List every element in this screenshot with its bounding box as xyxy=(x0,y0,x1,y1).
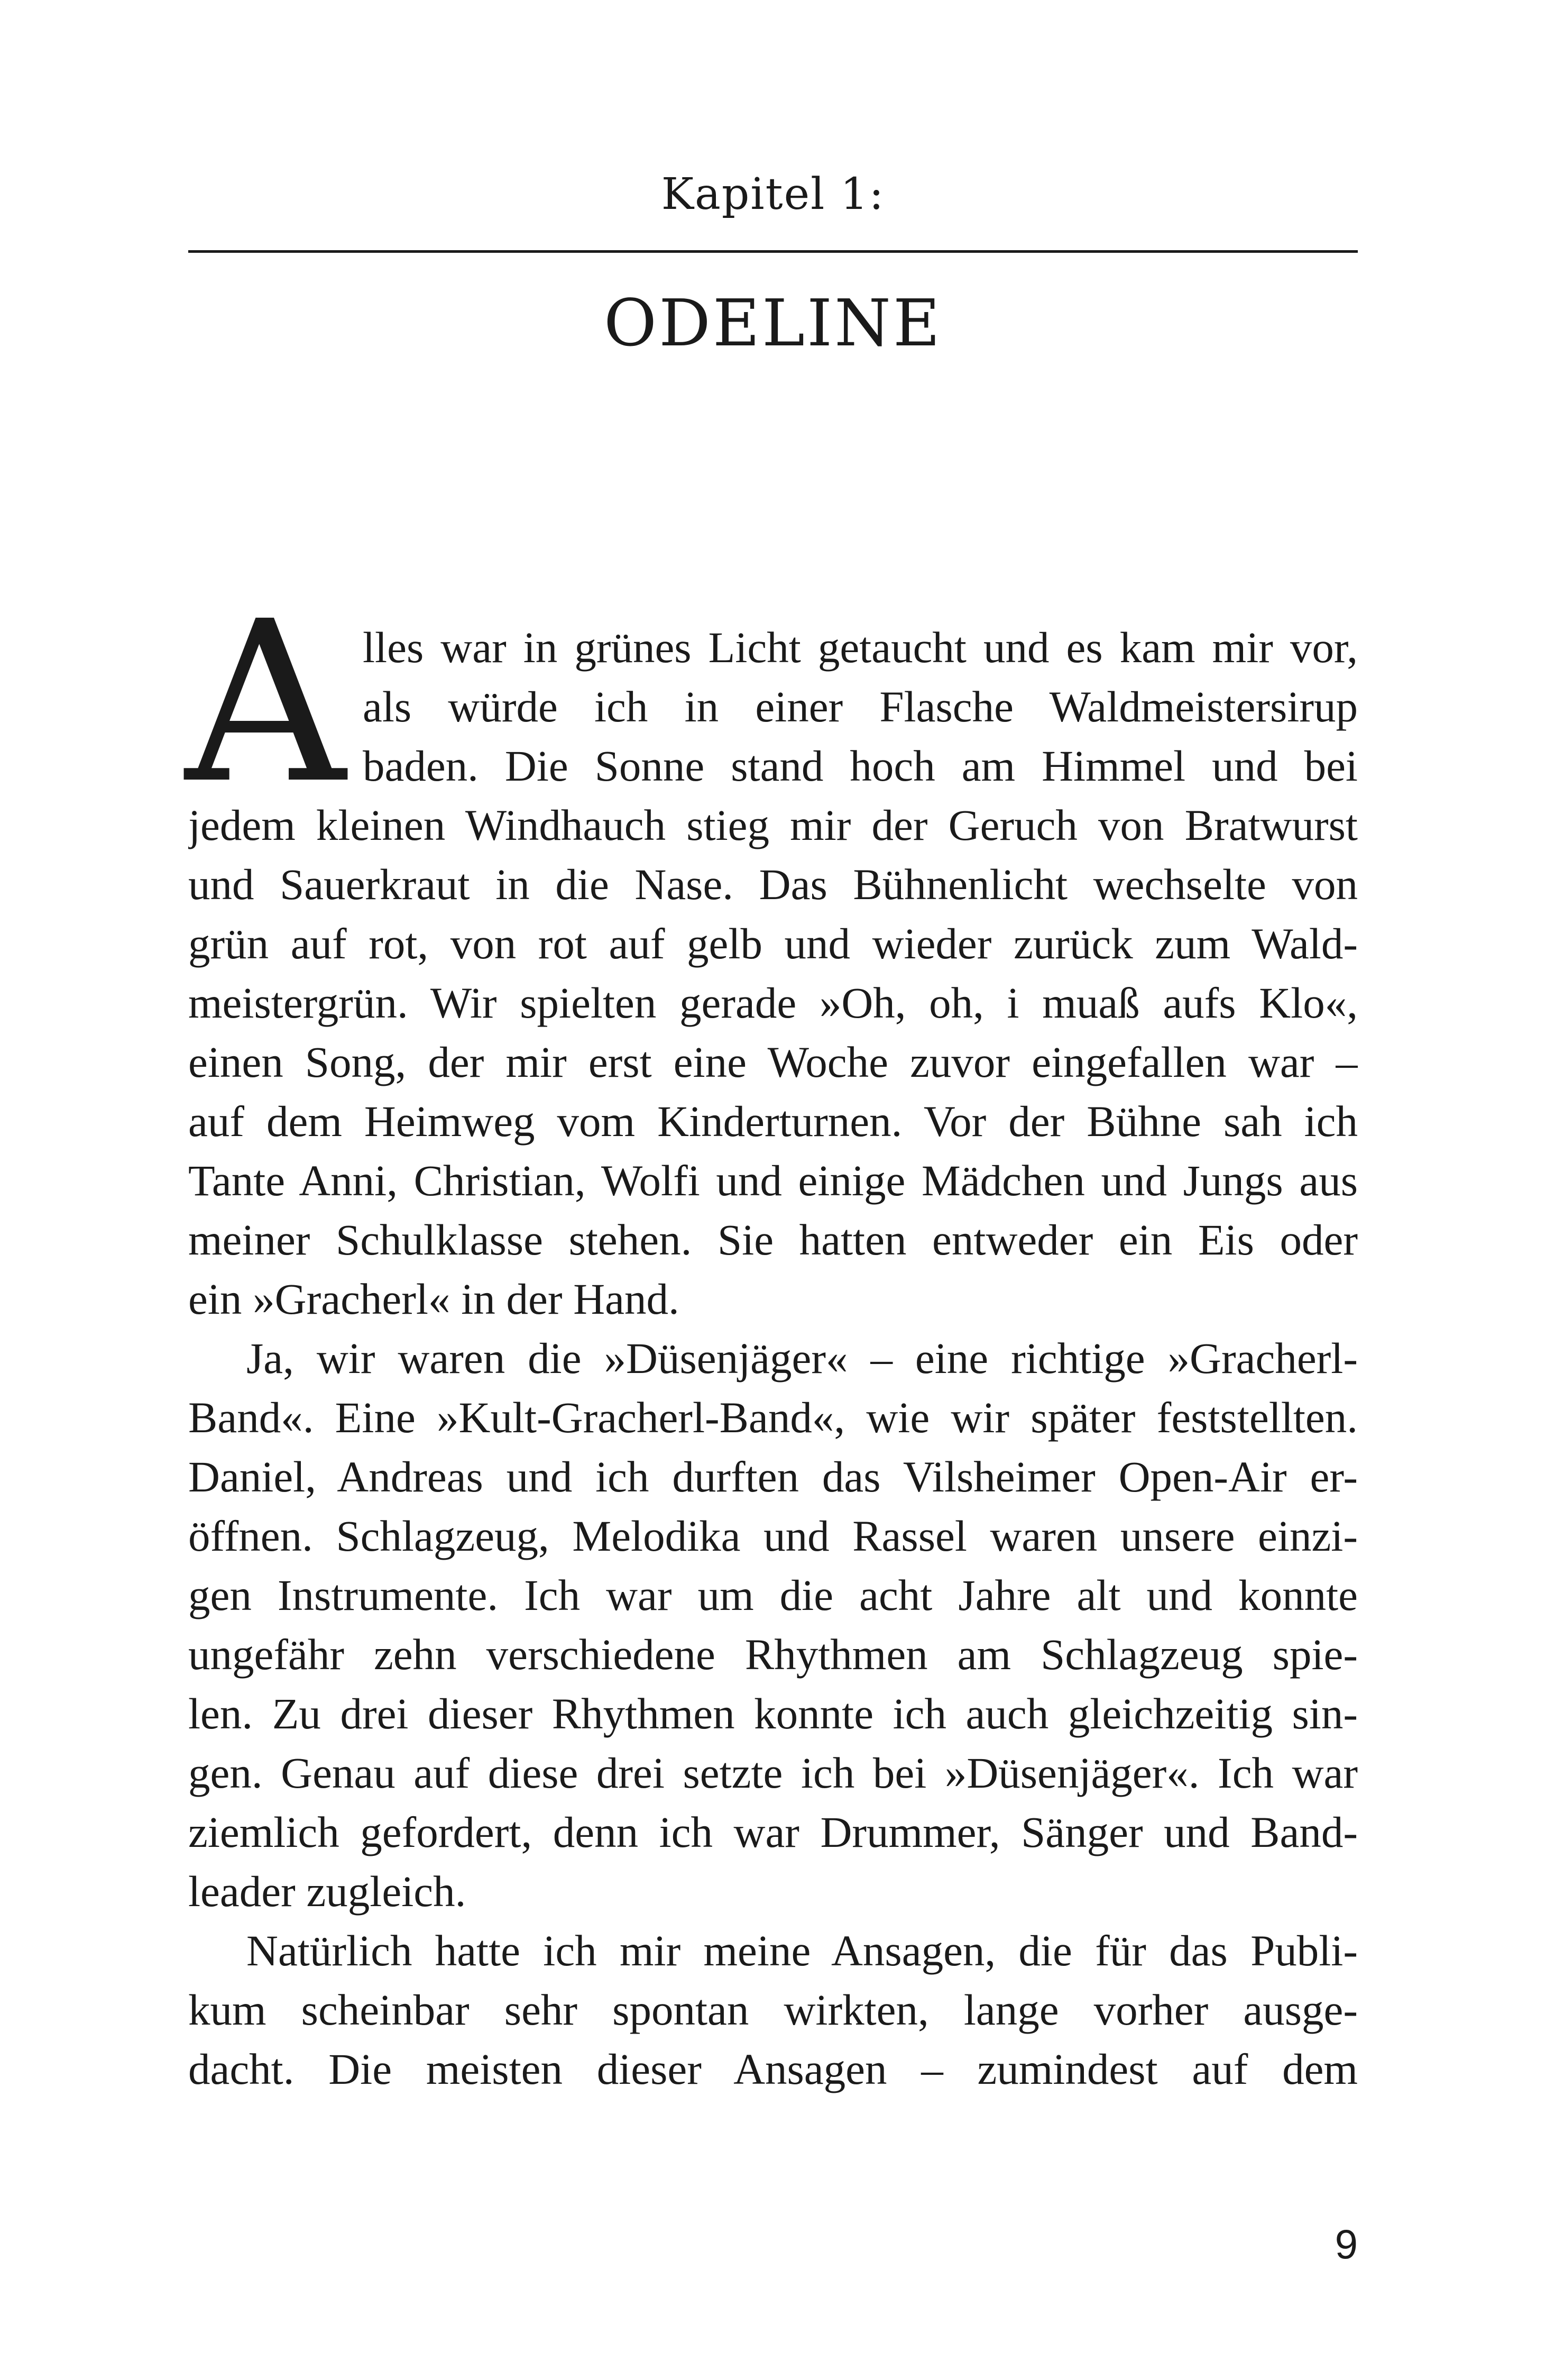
text-line: meistergrün. Wir spielten gerade »Oh, oh, i muaß aufs Klo«, xyxy=(188,978,1358,1027)
text-line: kum scheinbar sehr spontan wirkten, lange vorher ausge- xyxy=(188,1985,1358,2034)
text-line: Natürlich hatte ich mir meine Ansagen, die für das Publi- xyxy=(246,1926,1358,1975)
text-line: grün auf rot, von rot auf gelb und wieder zurück zum Wald- xyxy=(188,919,1358,968)
text-line: jedem kleinen Windhauch stieg mir der Geruch von Bratwurst xyxy=(188,801,1358,849)
text-line: Daniel, Andreas und ich durften das Vilsheimer Open-Air er- xyxy=(188,1452,1358,1501)
text-line: auf dem Heimweg vom Kinderturnen. Vor der Bühne sah ich xyxy=(188,1097,1358,1146)
drop-cap: A xyxy=(185,574,346,832)
text-line: ungefähr zehn verschiedene Rhythmen am Schlagzeug spie- xyxy=(188,1630,1358,1679)
text-line: len. Zu drei dieser Rhythmen konnte ich auch gleichzeitig sin- xyxy=(188,1689,1358,1738)
text-line: Band«. Eine »Kult-Gracherl-Band«, wie wir später feststellten. xyxy=(188,1393,1358,1442)
text-line: ziemlich gefordert, denn ich war Drummer, Sänger und Band- xyxy=(188,1808,1358,1856)
text-line: dacht. Die meisten dieser Ansagen – zumindest auf dem xyxy=(188,2045,1358,2093)
chapter-label: Kapitel 1: xyxy=(661,169,885,219)
text-line: gen Instrumente. Ich war um die acht Jahre alt und konnte xyxy=(188,1571,1358,1619)
page-number: 9 xyxy=(1335,2221,1358,2267)
text-line: Tante Anni, Christian, Wolfi und einige Mädchen und Jungs aus xyxy=(188,1156,1358,1205)
text-line: lles war in grünes Licht getaucht und es kam mir vor, xyxy=(363,623,1358,672)
text-line: einen Song, der mir erst eine Woche zuvor eingefallen war – xyxy=(188,1038,1358,1086)
text-line: und Sauerkraut in die Nase. Das Bühnenlicht wechselte von xyxy=(188,860,1358,909)
text-line: ein »Gracherl« in der Hand. xyxy=(188,1275,679,1323)
text-line: öffnen. Schlagzeug, Melodika und Rassel waren unsere einzi- xyxy=(188,1512,1358,1560)
text-line: leader zugleich. xyxy=(188,1867,466,1916)
chapter-title: ODELINE xyxy=(604,286,942,361)
text-line: Ja, wir waren die »Düsenjäger« – eine richtige »Gracherl- xyxy=(246,1334,1358,1383)
text-line: baden. Die Sonne stand hoch am Himmel und bei xyxy=(363,742,1358,790)
body-text xyxy=(188,618,1358,2099)
text-line: gen. Genau auf diese drei setzte ich bei »Düsenjäger«. Ich war xyxy=(188,1749,1358,1797)
text-line: als würde ich in einer Flasche Waldmeistersirup xyxy=(363,682,1358,731)
text-line: meiner Schulklasse stehen. Sie hatten entweder ein Eis oder xyxy=(188,1215,1358,1264)
chapter-divider xyxy=(188,250,1358,253)
